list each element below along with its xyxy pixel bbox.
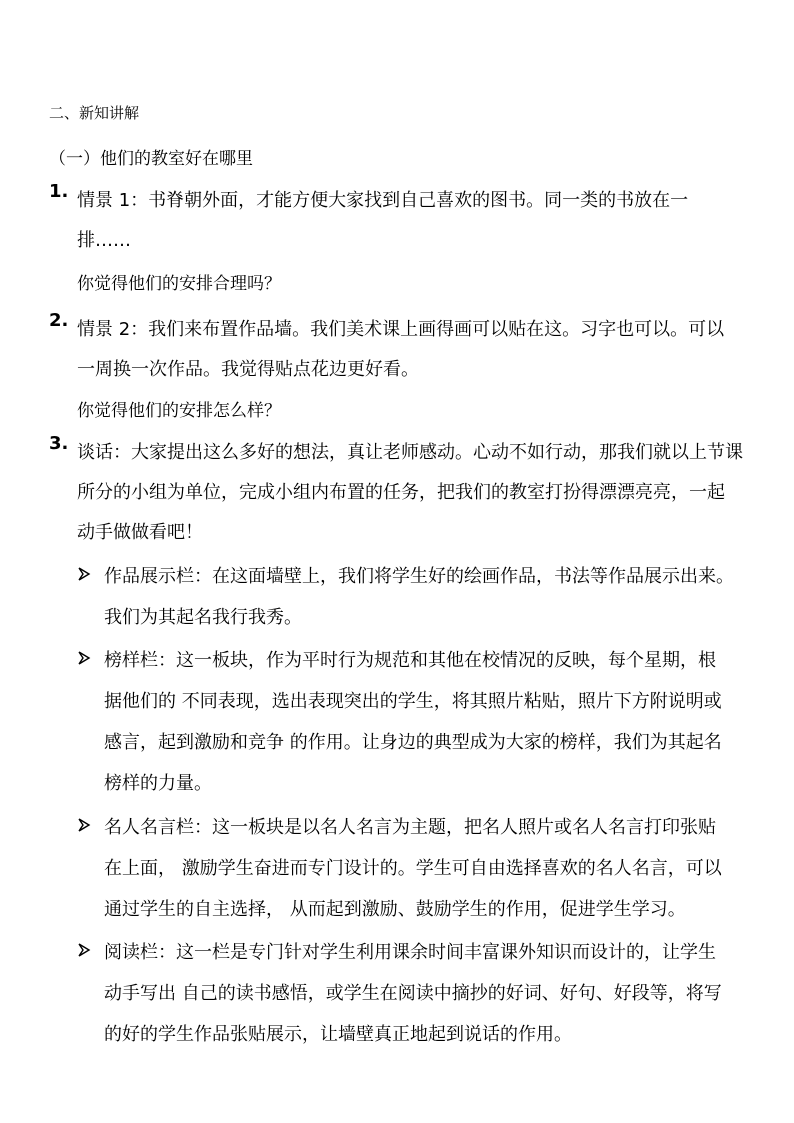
item-text xyxy=(77,433,767,553)
item-line: 谈话：大家提出这么多好的想法，真让老师感动。心动不如行动，那我们就以上节课 xyxy=(77,442,743,463)
bullet-line: 感言，起到激励和竞争 的作用。让身边的典型成为大家的榜样，我们为其起名 xyxy=(104,732,722,753)
item-line: 排…… xyxy=(77,230,131,251)
arrow-bullet-icon xyxy=(77,651,91,665)
item-number: 2. xyxy=(49,310,69,331)
bullet-line: 我们为其起名我行我秀。 xyxy=(104,607,302,628)
bullet-line: 据他们的 不同表现，选出表现突出的学生，将其照片粘贴，照片下方附说明或 xyxy=(104,691,722,712)
bullet-text xyxy=(104,932,767,1055)
bullet-line: 作品展示栏：在这面墙壁上，我们将学生好的绘画作品，书法等作品展示出来。 xyxy=(104,566,734,587)
bullet-line: 动手写出 自己的读书感悟，或学生在阅读中摘抄的好词、好句、好段等，将写 xyxy=(104,983,722,1004)
bullet-text xyxy=(104,640,767,804)
section-title: 二、新知讲解 xyxy=(49,104,140,122)
bullet-text xyxy=(104,556,767,638)
arrow-bullet-icon xyxy=(77,943,91,957)
bullet-line: 榜样的力量。 xyxy=(104,773,212,794)
arrow-bullet-icon xyxy=(77,567,91,581)
item-line: 一周换一次作品。我觉得贴点花边更好看。 xyxy=(77,359,419,380)
section-subtitle: （一）他们的教室好在哪里 xyxy=(49,149,253,169)
item-text xyxy=(77,310,767,390)
bullet-line: 阅读栏：这一栏是专门针对学生利用课余时间丰富课外知识而设计的，让学生 xyxy=(104,942,716,963)
bullet-line: 名人名言栏：这一板块是以名人名言为主题，把名人照片或名人名言打印张贴 xyxy=(104,817,716,838)
item-line: 所分的小组为单位，完成小组内布置的任务，把我们的教室打扮得漂漂亮亮，一起 xyxy=(77,482,725,503)
item-number: 3. xyxy=(49,433,69,454)
item-number: 1. xyxy=(49,181,69,202)
item-question: 你觉得他们的安排怎么样？ xyxy=(77,401,281,421)
bullet-line: 通过学生的自主选择， 从而起到激励、鼓励学生的作用，促进学生学习。 xyxy=(104,899,686,920)
item-line: 情景 1：书脊朝外面，才能方便大家找到自己喜欢的图书。同一类的书放在一 xyxy=(77,190,689,211)
bullet-line: 的好的学生作品张贴展示，让墙壁真正地起到说话的作用。 xyxy=(104,1024,572,1045)
bullet-line: 榜样栏：这一板块，作为平时行为规范和其他在校情况的反映，每个星期，根 xyxy=(104,650,716,671)
item-line: 动手做做看吧！ xyxy=(77,522,203,543)
arrow-bullet-icon xyxy=(77,818,91,832)
item-text xyxy=(77,181,767,261)
bullet-text xyxy=(104,807,767,930)
bullet-line: 在上面， 激励学生奋进而专门设计的。学生可自由选择喜欢的名人名言，可以 xyxy=(104,858,722,879)
item-line: 情景 2：我们来布置作品墙。我们美术课上画得画可以贴在这。习字也可以。可以 xyxy=(77,319,725,340)
item-question: 你觉得他们的安排合理吗？ xyxy=(77,274,281,294)
